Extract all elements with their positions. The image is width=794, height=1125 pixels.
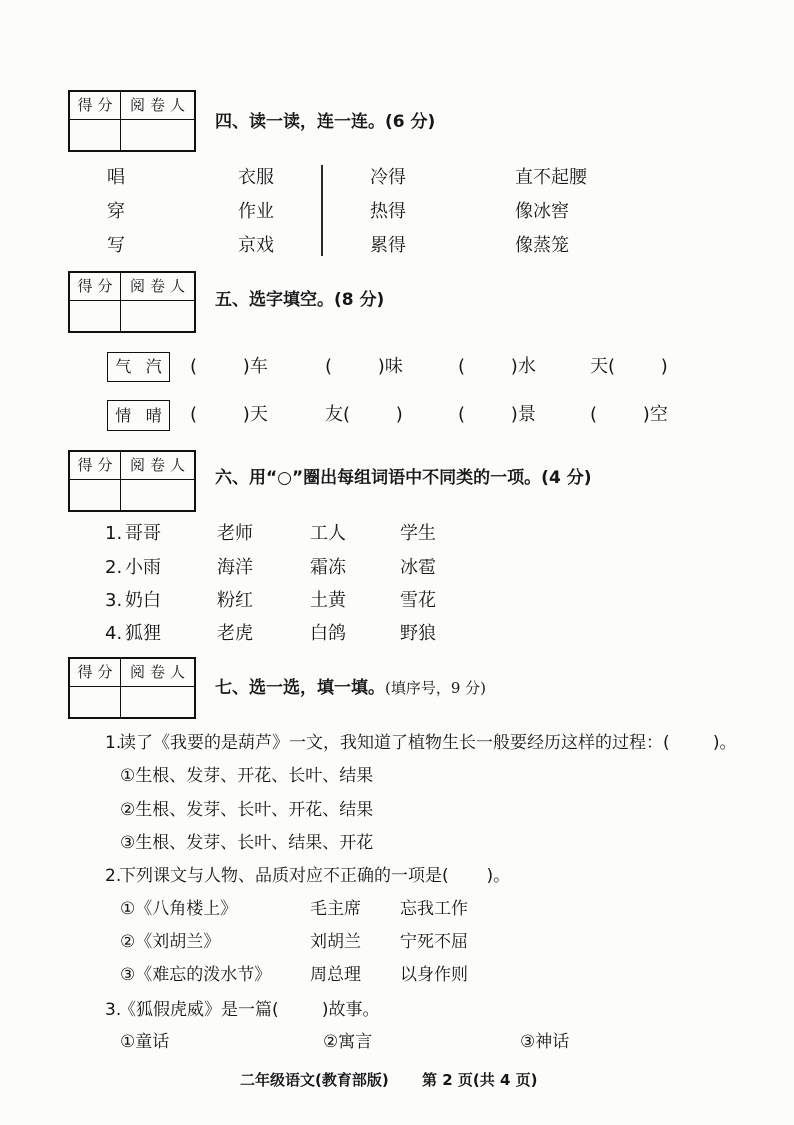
answer-option: ②生根、发芽、长叶、开花、结果	[120, 800, 374, 820]
match-right-target: 像蒸笼	[515, 235, 569, 256]
grader-cell	[121, 480, 194, 510]
grader-cell	[121, 120, 194, 150]
word-option: 粉红	[217, 590, 253, 611]
score-box	[68, 271, 196, 333]
group-number: 4.	[105, 623, 123, 644]
word-option: 海洋	[217, 557, 253, 578]
score-cell	[70, 301, 121, 331]
word-option: 白鸽	[310, 623, 346, 644]
word-option: 哥哥	[125, 523, 161, 544]
word-option: 学生	[400, 523, 436, 544]
word-option: 工人	[310, 523, 346, 544]
answer-option: ③神话	[520, 1032, 570, 1052]
answer-option-text: ①《八角楼上》	[120, 899, 238, 919]
fill-blank-item: 天( )	[590, 356, 668, 377]
answer-option: ②寓言	[323, 1032, 373, 1052]
section-6-title: 六、用“○”圈出每组词语中不同类的一项。(4 分)	[215, 468, 592, 488]
question-number: 3.	[105, 1000, 122, 1020]
match-left-word: 唱	[107, 167, 125, 188]
match-right-word: 冷得	[370, 167, 406, 188]
question-number: 1.	[105, 733, 122, 753]
score-box	[68, 657, 196, 719]
footer-subject: 二年级语文(教育部版)	[240, 1071, 389, 1089]
word-option: 雪花	[400, 590, 436, 611]
fill-blank-item: 友( )	[325, 404, 403, 425]
score-label: 得分	[70, 273, 121, 301]
fill-blank-item: ( )车	[190, 356, 268, 377]
footer-page-number: 第 2 页(共 4 页)	[422, 1071, 538, 1089]
score-cell	[70, 687, 121, 717]
section-note: (填序号，9 分)	[385, 679, 487, 697]
group-number: 3.	[105, 590, 123, 611]
word-option: 老师	[217, 523, 253, 544]
word-option: 野狼	[400, 623, 436, 644]
score-label: 得分	[70, 452, 121, 480]
fill-blank-item: ( )空	[590, 404, 668, 425]
answer-option: ③生根、发芽、长叶、结果、开花	[120, 833, 374, 853]
match-left-word: 写	[107, 235, 125, 256]
word-option: 老虎	[217, 623, 253, 644]
question-stem: 下列课文与人物、品质对应不正确的一项是( )。	[119, 866, 511, 886]
section-7-title	[215, 678, 486, 698]
match-right-word: 累得	[370, 235, 406, 256]
char-choice-box	[107, 352, 170, 382]
answer-option-text: ③《难忘的泼水节》	[120, 965, 272, 985]
score-cell	[70, 120, 121, 150]
word-option: 狐狸	[125, 623, 161, 644]
answer-option-person: 周总理	[310, 965, 361, 985]
score-label: 得分	[70, 659, 121, 687]
answer-option: ①童话	[120, 1032, 170, 1052]
answer-option-person: 毛主席	[310, 899, 361, 919]
char-choice-box	[107, 400, 170, 431]
answer-option: ①生根、发芽、开花、长叶、结果	[120, 766, 374, 786]
match-left-target: 作业	[238, 201, 274, 222]
grader-label: 阅卷人	[121, 273, 194, 301]
match-left-target: 京戏	[238, 235, 274, 256]
answer-option-quality: 以身作则	[400, 965, 468, 985]
score-box	[68, 450, 196, 512]
word-option: 土黄	[310, 590, 346, 611]
char-option: 气	[115, 357, 132, 376]
grader-label: 阅卷人	[121, 92, 194, 120]
fill-blank-item: ( )水	[458, 356, 536, 377]
column-divider	[321, 165, 323, 256]
section-4-title: 四、读一读，连一连。(6 分)	[215, 112, 436, 132]
char-option: 晴	[145, 405, 162, 425]
section-5-title: 五、选字填空。(8 分)	[215, 290, 385, 310]
answer-option-person: 刘胡兰	[310, 932, 361, 952]
section-title-text: 七、选一选，填一填。	[215, 678, 385, 698]
score-box	[68, 90, 196, 152]
answer-option-quality: 宁死不屈	[400, 932, 468, 952]
match-right-target: 像冰窖	[515, 201, 569, 222]
group-number: 2.	[105, 557, 123, 578]
match-right-word: 热得	[370, 201, 406, 222]
question-stem: 读了《我要的是葫芦》一文，我知道了植物生长一般要经历这样的过程：( )。	[119, 733, 737, 753]
grader-label: 阅卷人	[121, 659, 194, 687]
score-label: 得分	[70, 92, 121, 120]
word-option: 冰雹	[400, 557, 436, 578]
char-option: 情	[115, 405, 132, 425]
fill-blank-item: ( )景	[458, 404, 536, 425]
word-option: 小雨	[125, 557, 161, 578]
answer-option-text: ②《刘胡兰》	[120, 932, 221, 952]
match-left-target: 衣服	[238, 167, 274, 188]
answer-option-quality: 忘我工作	[400, 899, 468, 919]
fill-blank-item: ( )天	[190, 404, 268, 425]
group-number: 1.	[105, 523, 123, 544]
match-left-word: 穿	[107, 201, 125, 222]
word-option: 奶白	[125, 590, 161, 611]
grader-label: 阅卷人	[121, 452, 194, 480]
question-stem: 《狐假虎威》是一篇( )故事。	[119, 1000, 380, 1020]
question-number: 2.	[105, 866, 122, 886]
match-right-target: 直不起腰	[515, 167, 587, 188]
grader-cell	[121, 687, 194, 717]
score-cell	[70, 480, 121, 510]
word-option: 霜冻	[310, 557, 346, 578]
char-option: 汽	[145, 357, 162, 376]
grader-cell	[121, 301, 194, 331]
fill-blank-item: ( )味	[325, 356, 403, 377]
